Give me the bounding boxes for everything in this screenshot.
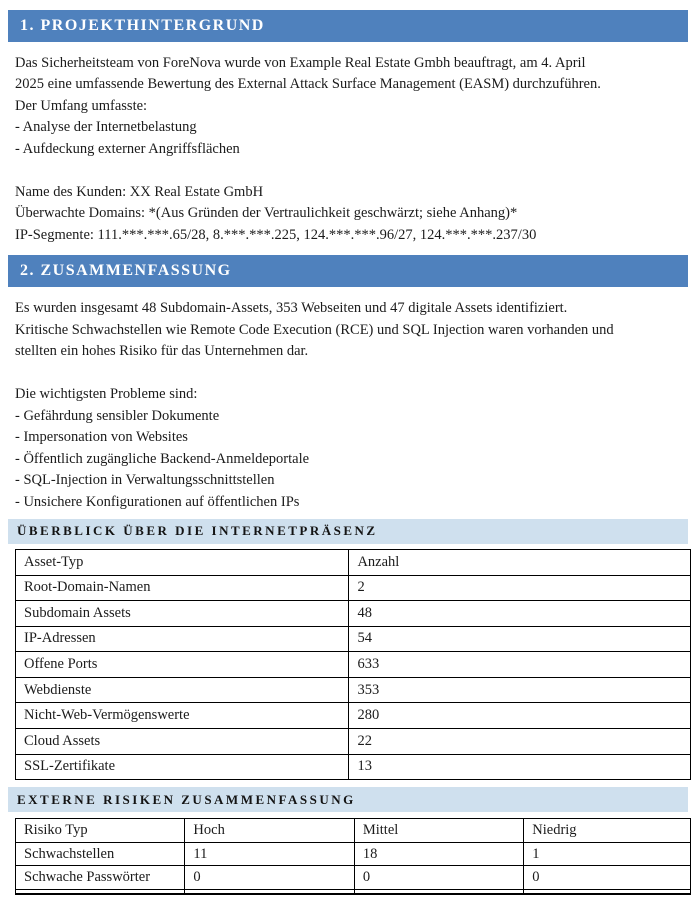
column-header: Mittel bbox=[354, 819, 523, 843]
section-2-header: 2. ZUSAMMENFASSUNG bbox=[8, 255, 688, 287]
low-count-cell: 1 bbox=[524, 842, 691, 866]
high-count-cell: 11 bbox=[185, 842, 354, 866]
scope-item: - Analyse der Internetbelastung bbox=[15, 119, 197, 136]
count-cell: 13 bbox=[349, 754, 691, 780]
section-2-paragraph bbox=[15, 298, 681, 362]
problem-item: - Unsichere Konfigurationen auf öffentlichen IPs bbox=[15, 493, 300, 510]
high-count-cell: 0 bbox=[185, 866, 354, 890]
column-header: Niedrig bbox=[524, 819, 691, 843]
clipped-cell bbox=[524, 890, 691, 894]
client-name-line: Name des Kunden: XX Real Estate GmbH bbox=[15, 184, 264, 201]
table-row bbox=[16, 703, 691, 729]
table-row bbox=[16, 575, 691, 601]
count-cell: 22 bbox=[349, 729, 691, 755]
table-row bbox=[16, 754, 691, 780]
monitored-domains-line: Überwachte Domains: *(Aus Gründen der Vertraulichkeit geschwärzt; siehe Anhang)* bbox=[15, 205, 518, 222]
risk-type-cell: Schwachstellen bbox=[16, 842, 185, 866]
table-row bbox=[16, 842, 691, 866]
table-row bbox=[16, 729, 691, 755]
text-line: Es wurden insgesamt 48 Subdomain-Assets, 353 Webseiten und 47 digitale Assets identifiziert. bbox=[15, 300, 568, 317]
table-row bbox=[16, 601, 691, 627]
scope-item: - Aufdeckung externer Angriffsflächen bbox=[15, 140, 240, 157]
count-cell: 2 bbox=[349, 575, 691, 601]
column-header: Hoch bbox=[185, 819, 354, 843]
text-line: Der Umfang umfasste: bbox=[15, 97, 148, 114]
client-details bbox=[15, 182, 681, 246]
table-header-row bbox=[16, 549, 691, 575]
table-row bbox=[16, 652, 691, 678]
section-1-paragraph bbox=[15, 53, 681, 160]
clipped-cell bbox=[354, 890, 523, 894]
problem-item: - Gefährdung sensibler Dokumente bbox=[15, 407, 220, 424]
count-cell: 48 bbox=[349, 601, 691, 627]
asset-type-cell: Webdienste bbox=[16, 677, 349, 703]
asset-type-cell: Root-Domain-Namen bbox=[16, 575, 349, 601]
section-1-header: 1. PROJEKTHINTERGRUND bbox=[8, 10, 688, 42]
medium-count-cell: 0 bbox=[354, 866, 523, 890]
table-row-partial bbox=[16, 890, 691, 894]
asset-type-cell: IP-Adressen bbox=[16, 626, 349, 652]
report-page bbox=[0, 10, 696, 910]
problem-item: - Öffentlich zugängliche Backend-Anmeldeportale bbox=[15, 450, 310, 467]
column-header: Anzahl bbox=[349, 549, 691, 575]
key-problems bbox=[15, 384, 681, 512]
external-risks-table bbox=[15, 818, 691, 894]
count-cell: 54 bbox=[349, 626, 691, 652]
internet-presence-table bbox=[15, 549, 691, 780]
ip-segments-line: IP-Segmente: 111.***.***.65/28, 8.***.***.225, 124.***.***.96/27, 124.***.***.237/30 bbox=[15, 226, 537, 243]
table-row bbox=[16, 626, 691, 652]
asset-type-cell: SSL-Zertifikate bbox=[16, 754, 349, 780]
asset-type-cell: Cloud Assets bbox=[16, 729, 349, 755]
problems-intro: Die wichtigsten Probleme sind: bbox=[15, 386, 198, 403]
risks-subheader: EXTERNE RISIKEN ZUSAMMENFASSUNG bbox=[8, 787, 688, 812]
text-line: Das Sicherheitsteam von ForeNova wurde von Example Real Estate Gmbh beauftragt, am 4. April bbox=[15, 55, 586, 71]
text-line: stellten ein hohes Risiko für das Unternehmen dar. bbox=[15, 343, 309, 360]
count-cell: 633 bbox=[349, 652, 691, 678]
clipped-cell bbox=[16, 890, 185, 894]
clipped-cell bbox=[185, 890, 354, 894]
asset-type-cell: Nicht-Web-Vermögenswerte bbox=[16, 703, 349, 729]
count-cell: 353 bbox=[349, 677, 691, 703]
risk-type-cell: Schwache Passwörter bbox=[16, 866, 185, 890]
overview-subheader: ÜBERBLICK ÜBER DIE INTERNETPRÄSENZ bbox=[8, 519, 688, 544]
problem-item: - Impersonation von Websites bbox=[15, 429, 188, 446]
column-header: Asset-Typ bbox=[16, 549, 349, 575]
problem-item: - SQL-Injection in Verwaltungsschnittstellen bbox=[15, 472, 275, 489]
table-row bbox=[16, 866, 691, 890]
text-line: 2025 eine umfassende Bewertung des External Attack Surface Management (EASM) durchzuführen. bbox=[15, 76, 601, 93]
table-row bbox=[16, 677, 691, 703]
text-line: Kritische Schwachstellen wie Remote Code Execution (RCE) und SQL Injection waren vorhanden und bbox=[15, 321, 614, 338]
count-cell: 280 bbox=[349, 703, 691, 729]
column-header: Risiko Typ bbox=[16, 819, 185, 843]
asset-type-cell: Subdomain Assets bbox=[16, 601, 349, 627]
asset-type-cell: Offene Ports bbox=[16, 652, 349, 678]
medium-count-cell: 18 bbox=[354, 842, 523, 866]
low-count-cell: 0 bbox=[524, 866, 691, 890]
table-header-row bbox=[16, 819, 691, 843]
